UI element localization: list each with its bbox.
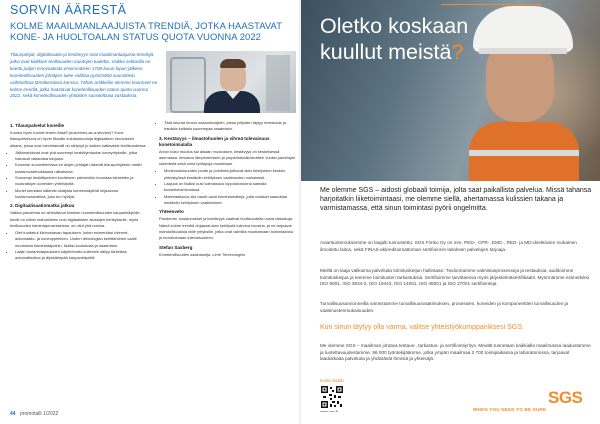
paragraph: Vaikka pandemia on aiheuttanut kiireisen koneteollisuuden kaupankäytölle, kevät on silloin mahdollinen uusi digitaalisten alustojen kehitykselle, myös teollisuuden toimintaprosesseissa, on ollut yhä nostoa.	[10, 210, 141, 228]
list-item: • Laajuus on lisäksi uusi tulevaisuus lopputuloksena samalla tuotantotoiminnassa.	[164, 181, 296, 194]
person-hair	[220, 59, 246, 68]
bullet-list	[10, 230, 147, 261]
list-item: • Monet toimialat näkevät ostajista koneenkäyttöä ohjaavana kustannusmallina, joka tuo hyötyä.	[15, 188, 147, 201]
paragraph: Kuinka hyvin tunnet termin MaaS (machines-as-a-service)? Kone tilauspalveluna on hyvin fiksuttu kulutusmuotoja digitaalisen muutoksen aikana, jossa uusi toimintamalli on siirtynyt jo kaiken kattavaksi teollisuudessa.	[10, 130, 147, 148]
sgs-logo: SGS	[548, 388, 583, 407]
article-title: KOLME MAAILMANLAAJUISTA TRENDIÄ, JOTKA HAASTAVAT KONE- JA HUOLTOALAN STATUS QUOTA VUONNA 2022	[10, 20, 282, 42]
headline-question-mark: ?	[451, 40, 464, 64]
paragraph: Pandemia, kustannukset ja kestävyys vaativat teollisuudelta uusia ratkaisuja. Nämä kolme trendiä ohjaavat alan kehitystä tulevina vuosina, ja ne tarjoavat mahdollisuuksia niille yrityksille, jotka ovat valmiita muuttamaan toimintaansa ja investoimaan tulevaisuuteen.	[159, 216, 293, 241]
ad-lead-paragraph: Me olemme SGS – aidosti globaali toimija, jolta saat paikallista palvelua. Missä tahansa harjoitatkin liiketoimintaasi, me olemme siellä, ahertamassa kulissien takana ja varmistamassa, että sinun toimintasi pyörii ongelmitta.	[320, 187, 592, 213]
page-number: 44	[10, 411, 16, 417]
list-item: • Materiaalisuus siis vaatii uusia toimintamalleja, jotta voidaan saavuttaa kestävän kehityksen vaatimukset.	[164, 194, 296, 207]
page-footer	[10, 411, 58, 417]
advertisement-page	[301, 0, 600, 424]
hero-image	[301, 0, 600, 181]
ad-body-paragraph: Meillä on laaja valikoima palveluita toimitusketjun hallintaan: Tiedonnamme valmistusprosesseja ja testauksia, auditoimme toimitusketjua ja teemme toimitusten tarkastuksia. Sertifioimme tarvittaessa myös järjestelmäsertifikaatit. Myönnämme esimerkiksi ISO 9001, ISO 3834-2, ISO 19443, ISO 14001, ISO 45001 ja ISO 27001 sertifiointeja.	[320, 268, 590, 287]
section-label: SORVIN ÄÄRESTÄ	[10, 3, 127, 17]
background-pipe	[170, 57, 206, 113]
article-intro: Tilauspohjat, digitalisaatio ja kestävyys ovat maailmanlaajuisia trendejä, jotka ovat kaikkien teollisuuden muotojen tuuletta. Vaikka sektorilla on koettu paljon innovaatioita ensimmäisen 1700-luvun lopun jälkeen, koneteollisuuden johtajien tulee valittaa pyörimättä suunnittelu vaihtoehtoa tämäkertaista kanssa. Tähän artikkeliin olemme koonneet ne kolme trendiä, jotka haastavat koneteollisuuden status quota vuonna 2022, sekä koneteollisuuden yhtiöiden suositeltavia vastauksia.	[10, 52, 158, 99]
list-item: • Olet tuottanut kiinnostavan tapauksen, kuten esimerkiksi internet, automaatio- ja koneoppiminen. Uuden teknologian kehittäminen vaatii muutoksia toimintatapoihin, lisäksi koulutusta ja osaamista.	[15, 230, 147, 249]
list-item: • Suurempi keskittyminen kuviteinen palveluihin korostaa kiinteiden ja vuokrattujen koneiden yhteistyötä.	[15, 175, 147, 188]
heading-kestavyys: 3. Kestävyys – ilmastohuolen ja vihreä tulevaisuus konetoimialalla	[159, 135, 270, 147]
publication-name: promotalli 1/2022	[19, 411, 59, 417]
qr-code-icon[interactable]	[320, 385, 344, 409]
brand-bar	[301, 412, 600, 424]
ad-body-paragraph: Turvallisuusarvionneilla varmistamme turvallisuusvaatimuksen, prosessien, koneiden ja komponenttien turvallisuuden ja vaatimustenmukaisuuden.	[320, 301, 569, 313]
ad-call-to-action: Kun sinun täytyy olla varma, valitse yhteistyökumppaniksesi SGS.	[320, 324, 524, 331]
vest-reflective-stripe	[469, 150, 579, 156]
ad-body-paragraph: Asiantuntemuksemme on laajalti tunnustettu: SGS Fimko Oy on mm. PED-, CPR-, EMC-, RED- ja MD-direktiivien mukainen ilmoitettu laitos, sekä FINAS-akkreditoimattoman sertifioinnin laitoksen palvelujen tarjoaja.	[320, 240, 577, 252]
article-column-1	[10, 120, 147, 263]
list-item: • Kolonian suunnitelmissa eri alojen johtajat näkevät tilauspohjaisen mallin kustannustehokkaana ratkaisuna.	[15, 162, 147, 175]
list-item: • Monimuotoisuuden puute ja pohdinta jatkuvat alan toimijoiden kesken yhteistyössä kestävän kehityksen vaatimusten mukaisesti.	[164, 168, 296, 181]
heading-digitalisaatio: 2. Digitaalisaatiomatka jatkuu	[10, 203, 75, 209]
list-item: • Tätä seuraa huono osaamisvajeen, jossa yritysten täytyy investoida ja hankkia kaikista suurempaa osaamista.	[164, 120, 296, 133]
author-name: Stefan Saxberg	[159, 245, 193, 251]
author-role: Koneteollisuuden asiantuntija, Lime Technologies	[159, 251, 246, 257]
list-item: • Jälkimarkkinat ovat yhä suurempi keskittymisalue koneyrityksille, jotka haluavat vakauttaa tulojaan.	[15, 150, 147, 163]
article-column-2	[159, 120, 296, 258]
heading-tilauspalvelut: 1. Tilauspalvelut koneille	[10, 123, 65, 128]
brand-rule	[441, 4, 541, 5]
hard-hat-icon	[473, 6, 573, 52]
paragraph: Arvon koko muutos sai aikaan muutoksen, kestävyys on keskeisessä asemassa. Ilmaston lämpenemisen ja ympäristönäkökohtien vuoksi palvelujen rakenteita sekä omia työtapoja muutetaan.	[159, 148, 296, 167]
bullet-list	[159, 168, 296, 206]
background-machine	[266, 55, 290, 111]
brand-tagline: WHEN YOU NEED TO BE SURE	[473, 407, 547, 412]
contact-label: Katso lisää!	[320, 378, 344, 383]
heading-yhteenveto: Yhteenveto	[159, 209, 184, 215]
bullet-list	[159, 120, 296, 133]
bullet-list	[10, 150, 147, 200]
ad-headline	[320, 13, 470, 65]
author-photo	[166, 51, 296, 113]
ad-body-paragraph: Me olemme SGS – maailman johtava testaus-, tarkastus- ja sertifiointiyritys. Meidät tunnetaan kaikkialla maailmassa laadustamme ja luotettavuudestamme. 96 000 työntekijäämme, jotka ympäri maailmaa 2 700 toimipaikassa ja laboratoriossa, tarjoavat laadukkaita palveluita ja yhdistävät ihmisiä ja yhteisöjä.	[320, 343, 591, 362]
hard-hat-brim	[479, 48, 567, 54]
author-signature	[159, 245, 296, 258]
list-item: • Laajin tuotantotapauksien käyttöönotto kuitenkin säilyy tärkeänä, automatisoitua ja älykkäimpää kaupankäyntiä.	[15, 249, 147, 262]
headline-text: Oletko koskaan kuullut meistä	[320, 14, 469, 64]
